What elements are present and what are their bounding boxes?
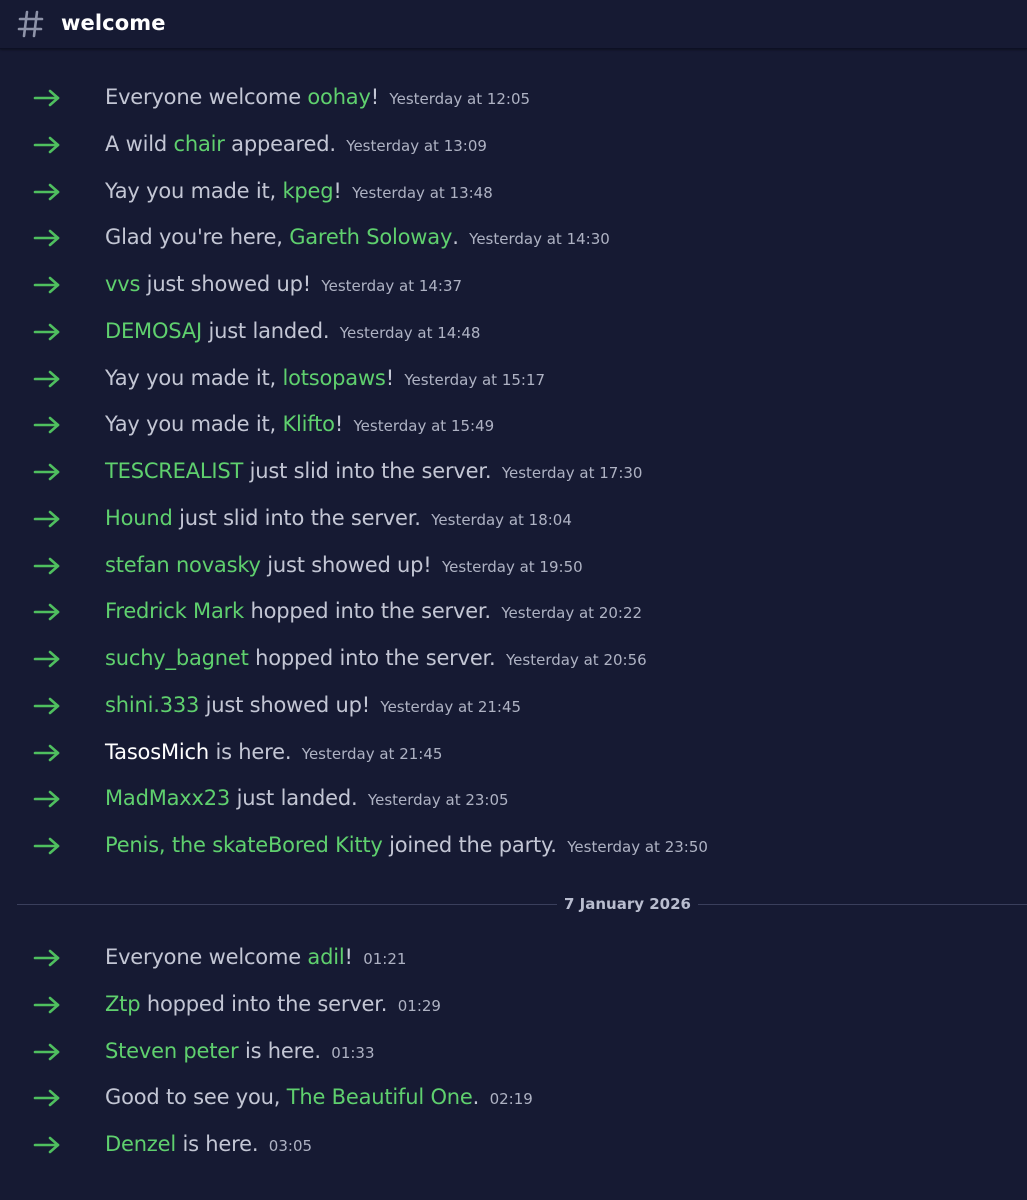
message-suffix: just showed up! bbox=[260, 552, 432, 577]
join-arrow-icon bbox=[33, 228, 61, 248]
message-suffix: ! bbox=[333, 178, 342, 203]
join-arrow-icon bbox=[33, 1135, 61, 1155]
message-suffix: is here. bbox=[238, 1038, 321, 1063]
channel-name[interactable]: welcome bbox=[61, 11, 166, 35]
message-content bbox=[105, 740, 442, 764]
join-arrow-icon bbox=[33, 602, 61, 622]
message-prefix: Good to see you, bbox=[105, 1085, 287, 1110]
message-suffix: hopped into the server. bbox=[244, 599, 491, 624]
hash-icon bbox=[16, 8, 46, 40]
join-message[interactable] bbox=[0, 1124, 1027, 1164]
timestamp[interactable]: Yesterday at 23:50 bbox=[567, 838, 708, 856]
username[interactable]: stefan novasky bbox=[105, 552, 261, 577]
message-suffix: just slid into the server. bbox=[243, 459, 492, 483]
username[interactable]: adil bbox=[307, 945, 345, 969]
timestamp[interactable]: Yesterday at 20:22 bbox=[501, 604, 643, 623]
join-arrow-icon bbox=[33, 135, 61, 155]
join-message[interactable] bbox=[0, 1077, 1027, 1117]
message-content bbox=[105, 1039, 375, 1063]
join-arrow-icon bbox=[33, 995, 61, 1015]
message-content bbox=[105, 833, 708, 857]
message-content bbox=[105, 786, 509, 810]
join-arrow-icon bbox=[33, 275, 61, 295]
username[interactable]: lotsopaws bbox=[282, 365, 386, 390]
username[interactable]: suchy_bagnet bbox=[105, 646, 249, 670]
message-content bbox=[105, 1132, 312, 1156]
join-arrow-icon bbox=[33, 649, 61, 669]
message-prefix: A wild bbox=[105, 131, 174, 156]
timestamp[interactable]: 01:33 bbox=[331, 1043, 375, 1062]
divider-line bbox=[17, 904, 1027, 905]
join-message[interactable] bbox=[0, 685, 1027, 725]
timestamp[interactable]: Yesterday at 13:09 bbox=[346, 136, 487, 155]
join-message[interactable] bbox=[0, 358, 1027, 398]
join-arrow-icon bbox=[33, 322, 61, 342]
message-content bbox=[105, 319, 480, 343]
join-message[interactable] bbox=[0, 984, 1027, 1024]
message-suffix: hopped into the server. bbox=[140, 991, 388, 1016]
timestamp[interactable]: Yesterday at 15:49 bbox=[353, 417, 495, 436]
message-content bbox=[105, 459, 642, 483]
username[interactable]: TasosMich bbox=[105, 739, 209, 764]
message-prefix: Everyone welcome bbox=[105, 945, 308, 969]
timestamp[interactable]: Yesterday at 14:30 bbox=[469, 230, 610, 249]
join-message[interactable] bbox=[0, 77, 1027, 117]
message-content bbox=[105, 1085, 533, 1109]
join-message[interactable] bbox=[0, 638, 1027, 678]
message-content bbox=[105, 412, 494, 436]
join-message[interactable] bbox=[0, 451, 1027, 491]
join-message[interactable] bbox=[0, 498, 1027, 538]
join-arrow-icon bbox=[33, 369, 61, 389]
message-content bbox=[105, 366, 545, 390]
join-message[interactable] bbox=[0, 545, 1027, 585]
timestamp[interactable]: Yesterday at 13:48 bbox=[352, 183, 493, 202]
timestamp[interactable]: 02:19 bbox=[489, 1090, 533, 1109]
username[interactable]: Hound bbox=[105, 505, 173, 530]
username[interactable]: DEMOSAJ bbox=[105, 318, 202, 343]
timestamp[interactable]: 03:05 bbox=[268, 1137, 313, 1155]
username[interactable]: Klifto bbox=[282, 412, 335, 437]
message-suffix: just landed. bbox=[201, 318, 330, 343]
message-content bbox=[105, 506, 572, 530]
username[interactable]: shini.333 bbox=[105, 692, 200, 717]
message-prefix: Everyone welcome bbox=[105, 85, 308, 109]
message-suffix: is here. bbox=[175, 1132, 259, 1156]
message-content bbox=[105, 599, 642, 623]
join-arrow-icon bbox=[33, 948, 61, 968]
join-arrow-icon bbox=[33, 696, 61, 716]
username[interactable]: Steven peter bbox=[105, 1038, 239, 1063]
join-arrow-icon bbox=[33, 556, 61, 576]
message-content bbox=[105, 693, 521, 717]
join-message[interactable] bbox=[0, 1031, 1027, 1071]
timestamp[interactable]: Yesterday at 21:45 bbox=[380, 697, 522, 716]
username[interactable]: vvs bbox=[105, 272, 141, 296]
timestamp[interactable]: Yesterday at 23:05 bbox=[367, 791, 509, 810]
timestamp[interactable]: 01:21 bbox=[363, 950, 407, 968]
join-message[interactable] bbox=[0, 778, 1027, 818]
message-suffix: appeared. bbox=[224, 131, 336, 156]
message-prefix: Yay you made it, bbox=[105, 365, 283, 390]
date-divider bbox=[17, 894, 1027, 916]
join-message[interactable] bbox=[0, 825, 1027, 865]
join-arrow-icon bbox=[33, 743, 61, 763]
message-content bbox=[105, 132, 487, 156]
username[interactable]: MadMaxx23 bbox=[105, 786, 231, 811]
join-message[interactable] bbox=[0, 732, 1027, 772]
timestamp[interactable]: Yesterday at 12:05 bbox=[389, 90, 531, 108]
message-suffix: hopped into the server. bbox=[248, 646, 496, 670]
join-message[interactable] bbox=[0, 591, 1027, 631]
channel-header bbox=[0, 0, 1027, 49]
timestamp[interactable]: Yesterday at 18:04 bbox=[431, 510, 572, 529]
message-prefix: Glad you're here, bbox=[105, 225, 290, 250]
message-suffix: just showed up! bbox=[140, 272, 311, 296]
timestamp[interactable]: Yesterday at 14:48 bbox=[339, 323, 481, 342]
timestamp[interactable]: Yesterday at 15:17 bbox=[404, 370, 546, 389]
message-content bbox=[105, 225, 610, 249]
username[interactable]: TESCREALIST bbox=[105, 459, 244, 483]
message-suffix: ! bbox=[370, 85, 379, 109]
message-content bbox=[105, 646, 647, 670]
message-suffix: . bbox=[472, 1085, 480, 1110]
timestamp[interactable]: Yesterday at 14:37 bbox=[321, 277, 463, 295]
message-suffix: ! bbox=[385, 365, 394, 390]
username[interactable]: Gareth Soloway bbox=[289, 225, 453, 250]
message-content bbox=[105, 992, 441, 1016]
join-message[interactable] bbox=[0, 171, 1027, 211]
join-message[interactable] bbox=[0, 264, 1027, 304]
join-arrow-icon bbox=[33, 836, 61, 856]
username[interactable]: The Beautiful One bbox=[286, 1085, 473, 1110]
message-suffix: ! bbox=[344, 945, 353, 969]
join-message[interactable] bbox=[0, 217, 1027, 257]
join-arrow-icon bbox=[33, 789, 61, 809]
join-message[interactable] bbox=[0, 937, 1027, 977]
join-arrow-icon bbox=[33, 415, 61, 435]
message-suffix: joined the party. bbox=[382, 833, 557, 857]
join-arrow-icon bbox=[33, 1088, 61, 1108]
timestamp[interactable]: 01:29 bbox=[397, 996, 441, 1015]
message-content bbox=[105, 553, 583, 577]
message-prefix: Yay you made it, bbox=[105, 178, 283, 203]
join-arrow-icon bbox=[33, 182, 61, 202]
message-content bbox=[105, 179, 493, 203]
message-content bbox=[105, 85, 530, 109]
timestamp[interactable]: Yesterday at 20:56 bbox=[506, 651, 647, 669]
timestamp[interactable]: Yesterday at 19:50 bbox=[442, 557, 583, 576]
date-divider-label: 7 January 2026 bbox=[557, 894, 698, 915]
join-message[interactable] bbox=[0, 124, 1027, 164]
join-arrow-icon bbox=[33, 88, 61, 108]
message-content bbox=[105, 272, 462, 296]
message-suffix: just landed. bbox=[230, 786, 358, 811]
message-prefix: Yay you made it, bbox=[105, 412, 283, 437]
message-suffix: just showed up! bbox=[199, 692, 370, 717]
username[interactable]: chair bbox=[173, 131, 225, 156]
username[interactable]: kpeg bbox=[282, 178, 334, 203]
username[interactable]: Penis, the skateBored Kitty bbox=[105, 833, 383, 857]
username[interactable]: Fredrick Mark bbox=[105, 599, 245, 624]
message-list[interactable] bbox=[0, 49, 1027, 1200]
username[interactable]: Ztp bbox=[105, 991, 141, 1016]
username[interactable]: oohay bbox=[307, 85, 371, 109]
message-content bbox=[105, 945, 406, 969]
timestamp[interactable]: Yesterday at 21:45 bbox=[301, 744, 443, 763]
message-suffix: ! bbox=[334, 412, 344, 437]
message-suffix: . bbox=[452, 225, 459, 250]
message-suffix: just slid into the server. bbox=[172, 505, 421, 530]
join-arrow-icon bbox=[33, 509, 61, 529]
username[interactable]: Denzel bbox=[105, 1132, 176, 1156]
join-arrow-icon bbox=[33, 462, 61, 482]
timestamp[interactable]: Yesterday at 17:30 bbox=[501, 464, 643, 482]
message-suffix: is here. bbox=[208, 739, 292, 764]
join-message[interactable] bbox=[0, 404, 1027, 444]
join-message[interactable] bbox=[0, 311, 1027, 351]
join-arrow-icon bbox=[33, 1042, 61, 1062]
